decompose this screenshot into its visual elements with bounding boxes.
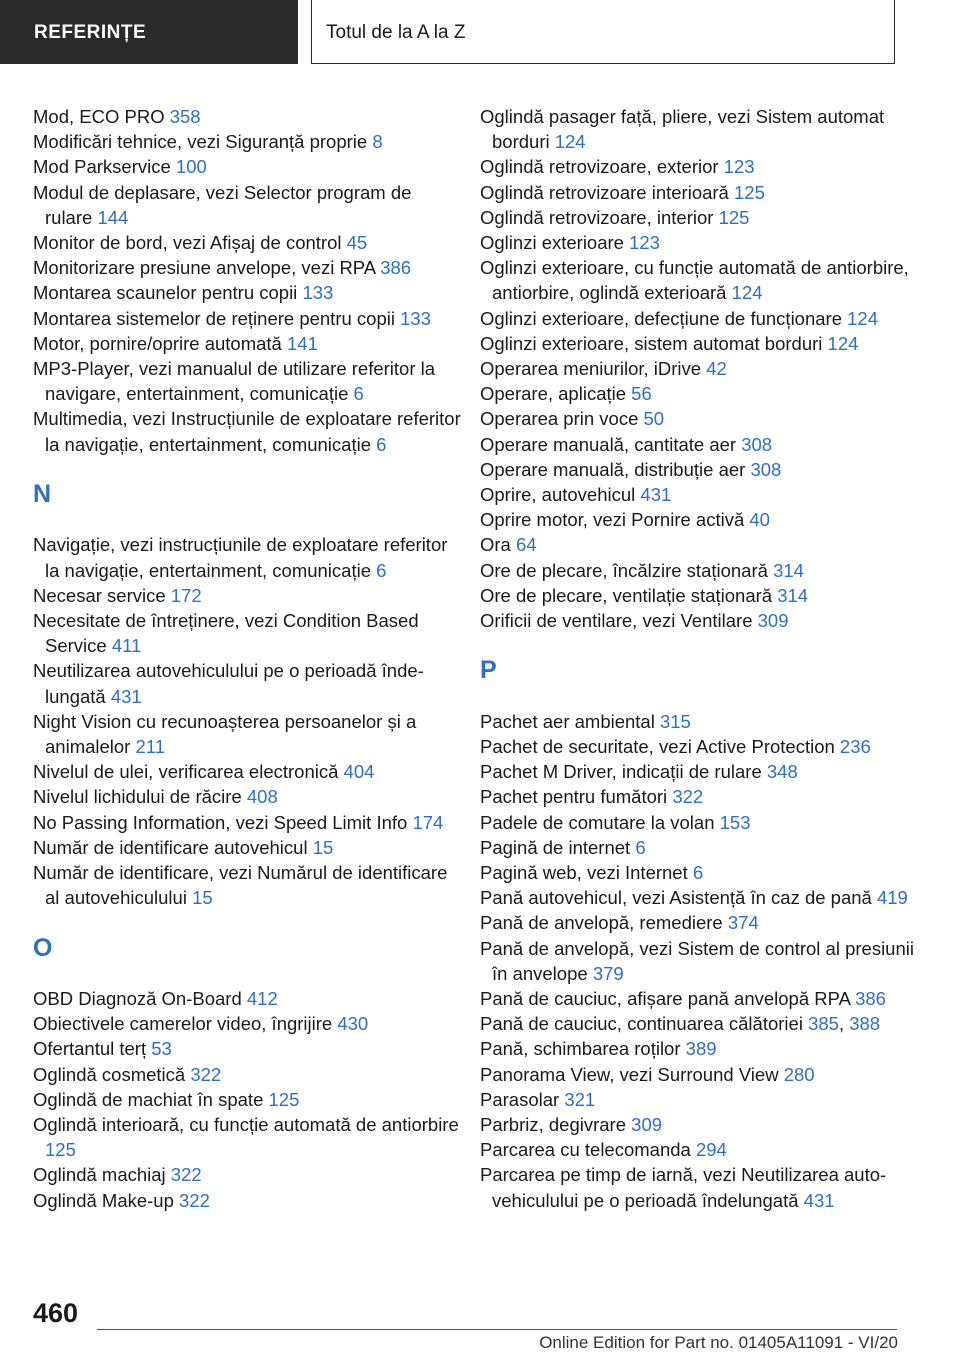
index-entry-text: Număr de identificare autovehicul: [33, 836, 308, 858]
index-entry: [33, 709, 463, 759]
page-reference-link[interactable]: 15: [192, 887, 213, 909]
page-reference-link[interactable]: 123: [629, 232, 660, 254]
index-entry: [480, 558, 920, 583]
index-entry-text: Pană de anvelopă, vezi Sistem de control al presiunii în anvelope: [480, 937, 914, 984]
index-entry: [33, 1087, 463, 1112]
page-reference-link[interactable]: 308: [741, 433, 773, 455]
index-entry: [480, 709, 920, 734]
page-reference-link[interactable]: 45: [346, 232, 368, 254]
page-reference-link[interactable]: 53: [151, 1038, 172, 1060]
index-entry-text: Parcarea cu telecomanda: [480, 1139, 691, 1161]
index-entry: [33, 658, 463, 708]
page-reference-link[interactable]: 388: [849, 1013, 881, 1035]
index-entry: [480, 936, 920, 986]
index-entry: [33, 406, 463, 456]
index-entry-text: Operare manuală, cantitate aer: [480, 433, 737, 455]
page-reference-link[interactable]: 64: [515, 534, 537, 556]
index-entry-text: Parcarea pe timp de iarnă, vezi Neutilizarea autovehiculului pe o perioadă îndelungată: [480, 1164, 887, 1211]
page-reference-link[interactable]: 408: [246, 786, 278, 808]
page-reference-link[interactable]: 6: [692, 862, 704, 884]
index-entry: [33, 230, 463, 255]
index-entry: [33, 306, 463, 331]
page-reference-link[interactable]: 124: [554, 131, 586, 153]
page-reference-link[interactable]: 431: [803, 1189, 835, 1211]
index-letter-heading: P: [480, 656, 497, 685]
index-entry: [480, 205, 920, 230]
index-entry: [33, 583, 463, 608]
index-entry: [480, 432, 920, 457]
index-entry: [33, 1062, 463, 1087]
index-entry: [480, 230, 920, 255]
page-reference-link[interactable]: 322: [170, 1164, 202, 1186]
page-reference-link[interactable]: 322: [190, 1063, 222, 1085]
index-entry: Pană de cauciuc, continuarea călătoriei 385, 388: [480, 1013, 881, 1035]
index-entry: [33, 356, 463, 406]
index-entry-text: Mod Parkservice: [33, 156, 171, 178]
index-entry: [480, 331, 920, 356]
index-letter-heading: N: [33, 480, 52, 509]
index-entry: [480, 1112, 920, 1137]
page-reference-link[interactable]: 236: [839, 736, 871, 758]
index-entry-text: Mod, ECO PRO: [33, 106, 165, 127]
page-reference-link[interactable]: 42: [706, 358, 727, 380]
index-entry: [33, 280, 463, 305]
index-entry-text: Montarea sistemelor de reținere pentru copii: [33, 307, 395, 329]
index-entry-text: Modificări tehnice, vezi Siguranță proprie: [33, 131, 368, 153]
index-entry-text: No Passing Information, vezi Speed Limit Info: [33, 811, 408, 833]
page-reference-link[interactable]: 321: [564, 1088, 596, 1110]
page-reference-link[interactable]: 389: [685, 1038, 717, 1060]
page-reference-link[interactable]: 294: [695, 1139, 727, 1161]
page-reference-link[interactable]: 125: [45, 1139, 76, 1161]
page-reference-link[interactable]: 385: [808, 1013, 839, 1035]
index-entry-text: Operare manuală, distribuție aer: [480, 458, 746, 480]
index-entry-text: MP3-Player, vezi manualul de utilizare referitor la navigare, entertainment, comunicație: [33, 358, 436, 405]
index-entry: [480, 532, 920, 557]
index-entry: [33, 104, 463, 129]
index-entry-text: Padele de comutare la volan: [480, 811, 715, 833]
index-entry-text: Operarea meniurilor, iDrive: [480, 358, 702, 380]
page-reference-link[interactable]: 144: [97, 206, 129, 228]
index-entry: [33, 784, 463, 809]
index-entry-text: Monitor de bord, vezi Afișaj de control: [33, 232, 342, 254]
index-entry-text: Oglindă cosmetică: [33, 1063, 186, 1085]
page-reference-link[interactable]: 404: [343, 761, 375, 783]
index-entry: [480, 734, 920, 759]
page-reference-link[interactable]: 125: [718, 206, 750, 228]
index-entry: [480, 1087, 920, 1112]
index-entry: [33, 759, 463, 784]
index-entry-text: Oglinzi exterioare, cu funcție automată de antiorbire, antiorbire, oglindă exterioară: [480, 257, 909, 304]
index-column-right: [480, 104, 920, 1213]
index-entry-text: Pachet pentru fumători: [480, 786, 668, 808]
index-entry-text: Pană de cauciuc, afișare pană anvelopă RPA: [480, 988, 850, 1010]
index-entry-text: Pachet de securitate, vezi Active Protection: [480, 736, 835, 758]
index-entry-text: Motor, pornire/oprire automată: [33, 332, 282, 354]
index-entry: [480, 1062, 920, 1087]
page-reference-link[interactable]: 314: [777, 584, 809, 606]
index-entry-text: Ofertantul terț: [33, 1038, 147, 1060]
index-entry: [480, 910, 920, 935]
index-entry: [480, 356, 920, 381]
index-entry: [480, 583, 920, 608]
index-entry-text: Operare, aplicație: [480, 383, 627, 405]
index-entry-text: Ora: [480, 534, 511, 556]
page-reference-link[interactable]: 125: [734, 181, 765, 203]
page-reference-link[interactable]: 133: [302, 282, 334, 304]
index-entry-text: Ore de plecare, ventilație staționară: [480, 584, 773, 606]
index-entry: [480, 306, 920, 331]
index-entry-text: Oglindă interioară, cu funcție automată de antiorbire: [33, 1114, 459, 1136]
index-entry-text: Obiectivele camerelor video, îngrijire: [33, 1013, 333, 1035]
index-entry: [480, 482, 920, 507]
index-entry-text: Multimedia, vezi Instrucțiunile de exploatare referitor la navigație, entertainment, comunicație: [33, 408, 461, 455]
index-entry-text: Modul de deplasare, vezi Selector program de rulare: [33, 181, 412, 228]
page-reference-link[interactable]: 419: [876, 887, 908, 909]
index-entry-text: Necesitate de întreținere, vezi Condition Based Service: [33, 610, 419, 657]
page-reference-link[interactable]: 412: [246, 988, 278, 1010]
page-reference-link[interactable]: 123: [723, 156, 755, 178]
index-entry-text: Nivelul de ulei, verificarea electronică: [33, 761, 339, 783]
index-entry: [33, 1011, 463, 1036]
index-entry-text: Pachet aer ambiental: [480, 710, 655, 732]
page-reference-link[interactable]: 124: [731, 282, 763, 304]
index-letter-heading: O: [33, 933, 53, 962]
page-header: [0, 0, 960, 66]
chapter-tab: Totul de la A la Z: [311, 0, 895, 64]
page-reference-link[interactable]: 280: [783, 1063, 815, 1085]
page-reference-link[interactable]: 174: [412, 811, 444, 833]
index-entry: [480, 1137, 920, 1162]
page-reference-link[interactable]: 6: [376, 559, 387, 581]
index-entry-text: Pană, schimbarea roților: [480, 1038, 681, 1060]
index-entry: [33, 1112, 463, 1162]
index-entry: [33, 1188, 463, 1213]
page-reference-link[interactable]: 153: [719, 811, 751, 833]
page-reference-link[interactable]: 124: [847, 307, 879, 329]
page-reference-link[interactable]: 211: [135, 736, 165, 758]
page-number: 460: [33, 1298, 79, 1328]
index-entry: [480, 784, 920, 809]
index-entry-text: Pachet M Driver, indicații de rulare: [480, 761, 762, 783]
index-entry-text: OBD Diagnoză On-Board: [33, 988, 242, 1010]
index-entry: [480, 457, 920, 482]
index-entry-text: Neutilizarea autovehiculului pe o perioadă îndelungată: [33, 660, 424, 707]
index-entry: [480, 104, 920, 154]
page-reference-link[interactable]: 133: [400, 307, 431, 329]
page-reference-link[interactable]: 56: [631, 383, 652, 405]
index-entry: [33, 835, 463, 860]
index-entry: [480, 835, 920, 860]
page-reference-link[interactable]: 6: [376, 433, 387, 455]
page-reference-link[interactable]: 322: [672, 786, 704, 808]
page-reference-link[interactable]: 374: [727, 912, 759, 934]
page-reference-link[interactable]: 379: [592, 962, 624, 984]
page-reference-link[interactable]: 309: [631, 1114, 663, 1136]
index-entry: [480, 986, 920, 1011]
page-reference-link[interactable]: 322: [179, 1189, 210, 1211]
page-reference-link[interactable]: 431: [110, 685, 142, 707]
page-reference-link[interactable]: 124: [827, 332, 859, 354]
index-entry: [480, 180, 920, 205]
index-entry-text: Parbriz, degivrare: [480, 1114, 627, 1136]
page-reference-link[interactable]: 431: [640, 484, 672, 506]
page-reference-link[interactable]: 125: [268, 1088, 300, 1110]
page-reference-link[interactable]: 172: [170, 584, 202, 606]
index-entry-text: Oglindă retrovizoare interioară: [480, 181, 729, 203]
index-column-left: [33, 104, 463, 1213]
index-entry: [33, 608, 463, 658]
index-entry: [480, 381, 920, 406]
section-tab: REFERINȚE: [0, 0, 298, 64]
page-reference-link[interactable]: 8: [372, 131, 383, 153]
index-entry-text: Monitorizare presiune anvelope, vezi RPA: [33, 257, 376, 279]
page-reference-link[interactable]: 308: [750, 458, 782, 480]
index-entry: [480, 507, 920, 532]
index-entry: [480, 759, 920, 784]
index-entry-text: Oglinzi exterioare, sistem automat borduri: [480, 332, 823, 354]
index-entry: [33, 986, 463, 1011]
index-entry: [480, 154, 920, 179]
index-entry-text: Ore de plecare, încălzire staționară: [480, 559, 768, 581]
index-entry: [33, 129, 463, 154]
index-entry: [33, 860, 463, 910]
index-entry-text: Pană autovehicul, vezi Asistență în caz de pană: [480, 887, 872, 909]
page-reference-link[interactable]: 358: [169, 106, 201, 127]
page-reference-link[interactable]: 6: [635, 836, 646, 858]
index-entry: [33, 154, 463, 179]
index-entry-text: Nivelul lichidului de răcire: [33, 786, 242, 808]
index-entry-text: Parasolar: [480, 1088, 560, 1110]
page-reference-link[interactable]: 386: [380, 257, 412, 279]
index-entry: [33, 331, 463, 356]
index-entry: [480, 1162, 920, 1212]
index-entry: [480, 885, 920, 910]
index-entry-text: Navigație, vezi instrucțiunile de exploatare referitor la navigație, entertainment, comunicație: [33, 534, 448, 581]
index-entry-text: Night Vision cu recunoașterea persoanelor și a animalelor: [33, 710, 417, 758]
page-reference-link[interactable]: 15: [312, 836, 334, 858]
index-entry-text: Montarea scaunelor pentru copii: [33, 282, 298, 304]
page-reference-link[interactable]: 50: [643, 408, 665, 430]
page-reference-link[interactable]: 315: [659, 710, 691, 732]
footer-divider: [97, 1329, 897, 1330]
index-entry-text: Necesar service: [33, 584, 166, 606]
page-reference-link[interactable]: 100: [175, 156, 207, 178]
index-entry: [33, 1036, 463, 1061]
index-entry-text: Pagină web, vezi Internet: [480, 862, 688, 884]
index-entry-text: Oglinzi exterioare: [480, 232, 624, 254]
page-reference-link[interactable]: 314: [773, 559, 804, 581]
index-entry: [480, 860, 920, 885]
page-reference-link[interactable]: 430: [337, 1013, 369, 1035]
page-reference-link[interactable]: 348: [766, 761, 798, 783]
page-reference-link[interactable]: 411: [111, 635, 142, 657]
index-entry-text: Oprire motor, vezi Pornire activă: [480, 509, 745, 531]
index-entry: [33, 180, 463, 230]
index-entry-text: Număr de identificare, vezi Numărul de identificare al autovehiculului: [33, 862, 448, 909]
index-entry-text: Pană de cauciuc, continuarea călătoriei: [480, 1013, 803, 1035]
page-reference-link[interactable]: 6: [353, 383, 364, 405]
index-entry: [480, 255, 920, 305]
index-entry-text: Operarea prin voce: [480, 408, 639, 430]
footer-edition: Online Edition for Part no. 01405A11091 - VI/20: [539, 1333, 898, 1352]
index-entry-text: Oglindă pasager față, pliere, vezi Sistem automat borduri: [480, 106, 885, 153]
page-reference-link[interactable]: 40: [749, 509, 770, 531]
index-entry-text: Oglindă retrovizoare, exterior: [480, 156, 719, 178]
index-entry: [480, 1036, 920, 1061]
index-entry-text: Oglindă Make-up: [33, 1189, 174, 1211]
index-entry-text: Pană de anvelopă, remediere: [480, 912, 723, 934]
index-entry-text: Orificii de ventilare, vezi Ventilare: [480, 610, 753, 632]
index-entry: [33, 810, 463, 835]
page-reference-link[interactable]: 141: [287, 332, 318, 354]
index-entry: [33, 532, 463, 582]
index-entry-text: Oprire, autovehicul: [480, 484, 636, 506]
index-entry: [33, 1162, 463, 1187]
page-reference-link[interactable]: 386: [855, 988, 886, 1010]
index-entry: [480, 810, 920, 835]
index-entry-text: Oglindă retrovizoare, interior: [480, 206, 714, 228]
index-entry-text: Oglindă machiaj: [33, 1164, 166, 1186]
index-entry-text: Oglinzi exterioare, defecțiune de funcționare: [480, 307, 842, 329]
page-reference-link[interactable]: 309: [757, 610, 789, 632]
index-entry-text: Panorama View, vezi Surround View: [480, 1063, 779, 1085]
index-entry: [33, 255, 463, 280]
index-entry-text: Oglindă de machiat în spate: [33, 1088, 264, 1110]
index-entry: [480, 406, 920, 431]
index-entry-text: Pagină de internet: [480, 836, 631, 858]
index-entry: [480, 608, 920, 633]
